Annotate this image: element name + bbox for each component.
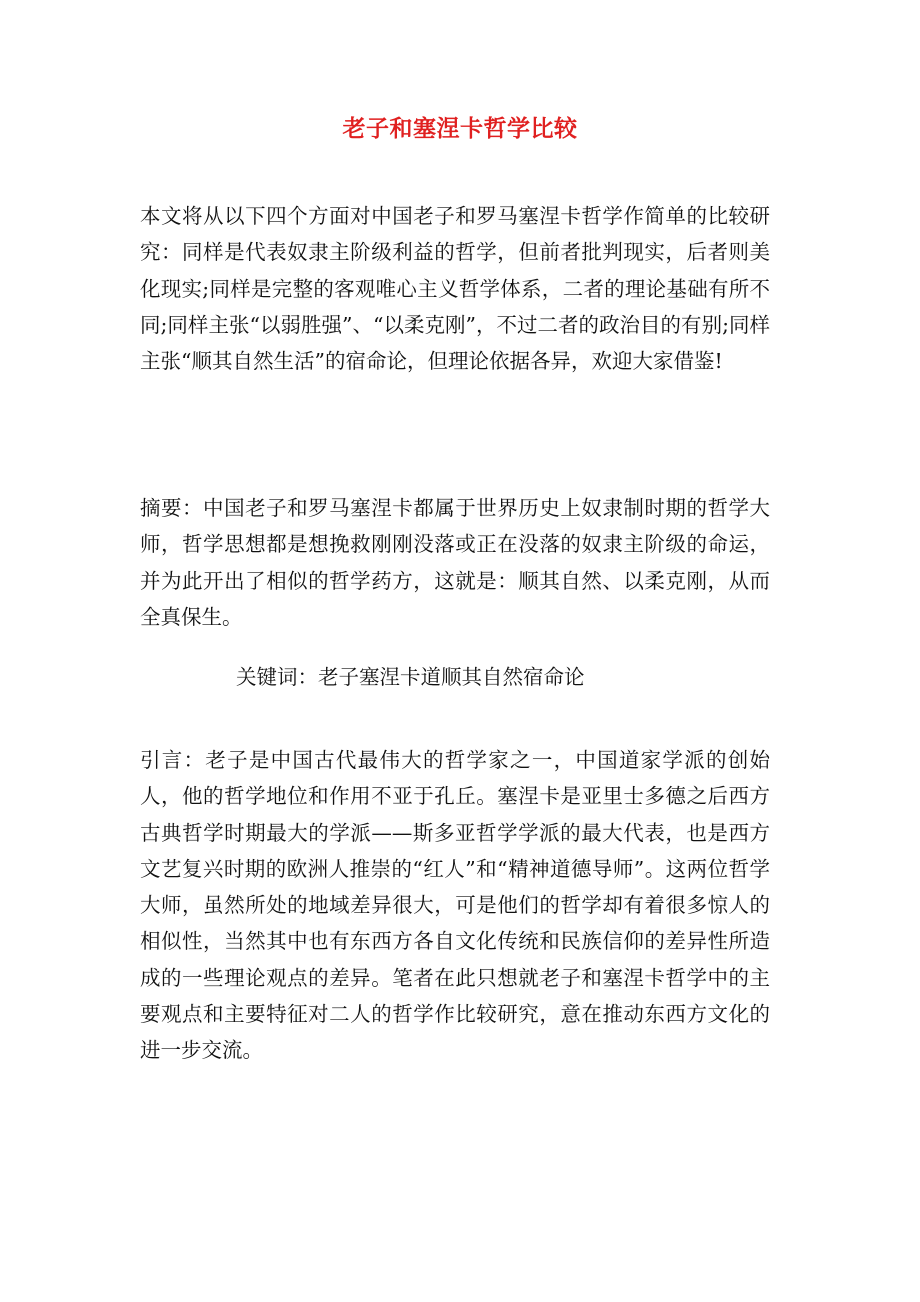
- intro-paragraph: 本文将从以下四个方面对中国老子和罗马塞涅卡哲学作简单的比较研究：同样是代表奴隶主阶级利益的哲学，但前者批判现实，后者则美化现实;同样是完整的客观唯心主义哲学体系，二者的理论基础有所不同;同样主张“以弱胜强”、“以柔克刚”，不过二者的政治目的有别;同样主张“顺其自然生活”的宿命论，但理论依据各异，欢迎大家借鉴!: [140, 204, 770, 374]
- document-title: 老子和塞涅卡哲学比较: [342, 115, 578, 142]
- preface-paragraph: 引言：老子是中国古代最伟大的哲学家之一，中国道家学派的创始人，他的哲学地位和作用不亚于孔丘。塞涅卡是亚里士多德之后西方古典哲学时期最大的学派——斯多亚哲学学派的最大代表，也是西方文艺复兴时期的欧洲人推崇的“红人”和“精神道德导师”。这两位哲学大师，虽然所处的地域差异很大，可是他们的哲学却有着很多惊人的相似性，当然其中也有东西方各自文化传统和民族信仰的差异性所造成的一些理论观点的差异。笔者在此只想就老子和塞涅卡哲学中的主要观点和主要特征对二人的哲学作比较研究，意在推动东西方文化的进一步交流。: [140, 748, 770, 1063]
- abstract-paragraph: 摘要：中国老子和罗马塞涅卡都属于世界历史上奴隶制时期的哲学大师，哲学思想都是想挽救刚刚没落或正在没落的奴隶主阶级的命运，并为此开出了相似的哲学药方，这就是：顺其自然、以柔克刚，从而全真保生。: [140, 496, 770, 629]
- keywords-line: 关键词：老子塞涅卡道顺其自然宿命论: [236, 665, 585, 689]
